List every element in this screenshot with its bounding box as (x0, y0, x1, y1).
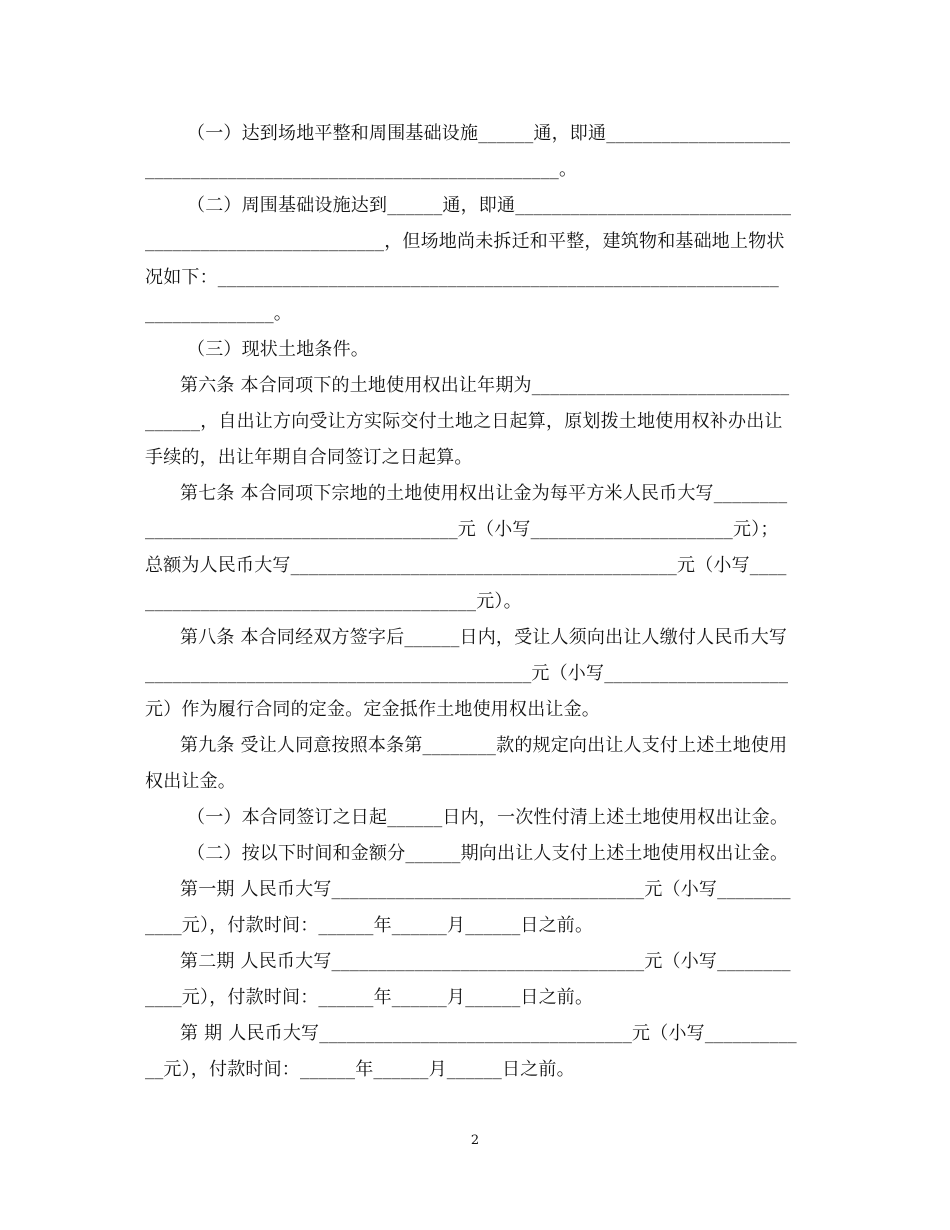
text-line: __________________________________元（小写______________________元）； (145, 519, 779, 540)
page-number: 2 (470, 1133, 480, 1148)
text-line: 总额为人民币大写__________________________________________元（小写____ (145, 555, 787, 576)
text-line: _____________________________________________。 (145, 159, 578, 180)
text-line: （三）现状土地条件。 (187, 339, 369, 360)
text-line: 第一期 人民币大写__________________________________元（小写________ (180, 879, 791, 900)
text-line: ______________。 (145, 303, 292, 324)
text-line: 第 期 人民币大写__________________________________元（小写__________ (180, 1023, 797, 1044)
text-line: 元）作为履行合同的定金。定金抵作土地使用权出让金。 (145, 699, 600, 720)
text-line: 第二期 人民币大写__________________________________元（小写________ (180, 951, 791, 972)
text-line: 权出让金。 (145, 771, 236, 792)
text-line: （一）达到场地平整和周围基础设施______通，即通____________________ (187, 123, 791, 144)
text-line: ______，自出让方向受让方实际交付土地之日起算，原划拨土地使用权补办出让 (145, 411, 783, 432)
text-line: （二）周围基础设施达到______通，即通______________________________ (187, 195, 792, 216)
text-line: 第七条 本合同项下宗地的土地使用权出让金为每平方米人民币大写________ (180, 483, 788, 504)
text-line: （二）按以下时间和金额分______期向出让人支付上述土地使用权出让金。 (187, 843, 789, 864)
text-line: 况如下：_____________________________________________________________ (145, 267, 779, 288)
text-line: 第八条 本合同经双方签字后______日内，受让人须向出让人缴付人民币大写 (180, 627, 788, 648)
text-line: （一）本合同签订之日起______日内，一次性付清上述土地使用权出让金。 (187, 807, 789, 828)
text-line: __元），付款时间：______年______月______日之前。 (145, 1059, 575, 1080)
text-line: 第九条 受让人同意按照本条第________款的规定向出让人支付上述土地使用 (180, 735, 788, 756)
text-line: __________________________________________元（小写____________________ (145, 663, 789, 684)
text-line: __________________________，但场地尚未拆迁和平整，建筑物和基础地上物状 (145, 231, 785, 252)
text-line: ____________________________________元）。 (145, 591, 522, 612)
text-line: ____元），付款时间：______年______月______日之前。 (145, 915, 594, 936)
text-line: 手续的，出让年期自合同签订之日起算。 (145, 447, 473, 468)
text-line: ____元），付款时间：______年______月______日之前。 (145, 987, 594, 1008)
text-line: 第六条 本合同项下的土地使用权出让年期为____________________________ (180, 375, 790, 396)
